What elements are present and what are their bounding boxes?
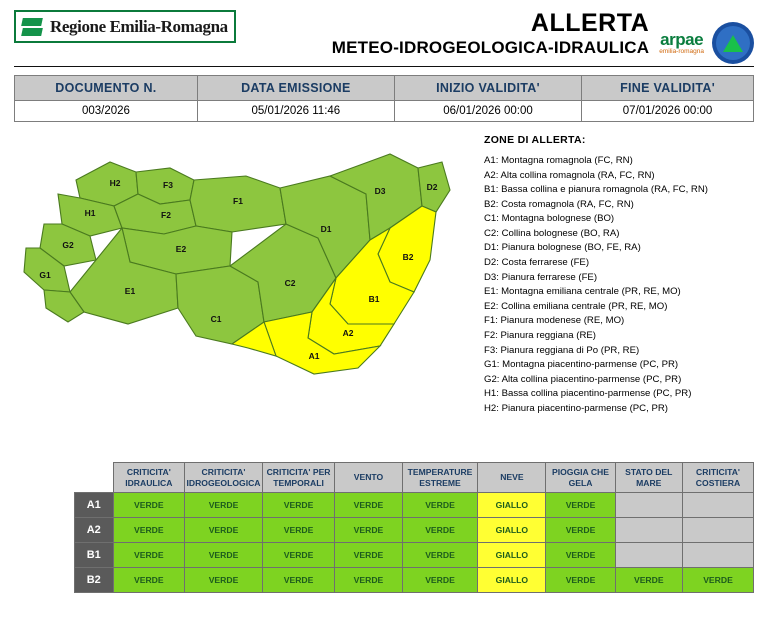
list-item: B2: Costa romagnola (RA, FC, RN): [484, 198, 634, 210]
col-criticita-idraulica: CRITICITA' IDRAULICA: [113, 463, 185, 493]
triangle-icon: [723, 35, 743, 52]
list-item: C1: Montagna bolognese (BO): [484, 213, 615, 225]
list-item: A2: Alta collina romagnola (RA, FC, RN): [484, 169, 655, 181]
col-documento: DOCUMENTO N.: [15, 76, 198, 101]
cell-A2-costiera: [683, 518, 754, 543]
map-label-D3: D3: [374, 186, 386, 196]
cell-A2-neve: GIALLO: [478, 518, 546, 543]
list-item: G2: Alta collina piacentino-parmense (PC, PR): [484, 373, 682, 385]
table-row: [75, 543, 754, 568]
cell-B1-vento: VERDE: [335, 543, 402, 568]
arpae-logo-subtext: emilia-romagna: [659, 47, 704, 55]
table-header-row: [15, 76, 754, 101]
cell-B2-neve: GIALLO: [478, 568, 546, 593]
document-title-block: [236, 10, 659, 58]
table-row: [75, 493, 754, 518]
map-label-C1: C1: [210, 314, 222, 324]
cell-A1-mare: [615, 493, 682, 518]
map-label-B2: B2: [402, 252, 414, 262]
list-item: D1: Pianura bolognese (BO, FE, RA): [484, 242, 641, 254]
col-criticita-costiera: CRITICITA' COSTIERA: [683, 463, 754, 493]
cell-B1-idraulica: VERDE: [113, 543, 185, 568]
cell-A2-mare: [615, 518, 682, 543]
map-label-H1: H1: [84, 208, 96, 218]
agency-logos: [659, 10, 754, 64]
list-item: D2: Costa ferrarese (FE): [484, 257, 590, 269]
page-header: [0, 0, 768, 62]
cell-A1-idraulica: VERDE: [113, 493, 185, 518]
list-item: F3: Pianura reggiana di Po (PR, RE): [484, 344, 640, 356]
col-fine-validita: FINE VALIDITA': [582, 76, 754, 101]
list-item: H2: Pianura piacentino-parmense (PC, PR): [484, 402, 668, 414]
value-documento: 003/2026: [15, 101, 198, 122]
cell-B1-costiera: [683, 543, 754, 568]
cell-B2-idraulica: VERDE: [113, 568, 185, 593]
map-and-legend-section: [0, 122, 768, 412]
map-label-H2: H2: [109, 178, 121, 188]
cell-A1-neve: GIALLO: [478, 493, 546, 518]
col-criticita-temporali: CRITICITA' PER TEMPORALI: [262, 463, 334, 493]
value-inizio-validita: 06/01/2026 00:00: [394, 101, 581, 122]
value-fine-validita: 07/01/2026 00:00: [582, 101, 754, 122]
map-label-A1: A1: [308, 351, 320, 361]
cell-A2-idrogeologica: VERDE: [185, 518, 263, 543]
document-info-table: [14, 75, 754, 122]
cell-A2-pioggia-gela: VERDE: [546, 518, 615, 543]
col-neve: NEVE: [478, 463, 546, 493]
table-row: [15, 101, 754, 122]
list-item: A1: Montagna romagnola (FC, RN): [484, 155, 633, 166]
cell-A1-idrogeologica: VERDE: [185, 493, 263, 518]
civil-protection-logo: [712, 22, 754, 64]
map-label-F1: F1: [233, 196, 243, 206]
col-temperature-estreme: TEMPERATURE ESTREME: [402, 463, 478, 493]
row-zone-A2: A2: [75, 518, 114, 543]
zone-column-header: [75, 463, 114, 493]
col-inizio-validita: INIZIO VALIDITA': [394, 76, 581, 101]
list-item: B1: Bassa collina e pianura romagnola (RA, FC, RN): [484, 184, 708, 196]
cell-B2-vento: VERDE: [335, 568, 402, 593]
map-label-F3: F3: [163, 180, 173, 190]
list-item: F2: Pianura reggiana (RE): [484, 329, 596, 341]
cell-A1-pioggia-gela: VERDE: [546, 493, 615, 518]
col-stato-del-mare: STATO DEL MARE: [615, 463, 682, 493]
map-label-F2: F2: [161, 210, 171, 220]
cell-B1-temperature: VERDE: [402, 543, 478, 568]
map-label-B1: B1: [368, 294, 380, 304]
list-item: E1: Montagna emiliana centrale (PR, RE, MO): [484, 286, 681, 298]
region-logo-text: Regione Emilia-Romagna: [50, 17, 228, 36]
cell-B2-idrogeologica: VERDE: [185, 568, 263, 593]
list-item: H1: Bassa collina piacentino-parmense (PC, PR): [484, 388, 692, 400]
row-zone-A1: A1: [75, 493, 114, 518]
map-svg: [18, 132, 478, 412]
map-label-E1: E1: [124, 286, 136, 296]
cell-A2-temperature: VERDE: [402, 518, 478, 543]
map-label-C2: C2: [284, 278, 296, 288]
cell-B1-neve: GIALLO: [478, 543, 546, 568]
cell-B1-pioggia-gela: VERDE: [546, 543, 615, 568]
col-pioggia-che-gela: PIOGGIA CHE GELA: [546, 463, 615, 493]
table-row: [75, 568, 754, 593]
cell-A2-vento: VERDE: [335, 518, 402, 543]
map-label-A2: A2: [342, 328, 354, 338]
map-label-D2: D2: [426, 182, 438, 192]
map-label-G2: G2: [62, 240, 74, 250]
value-data-emissione: 05/01/2026 11:46: [197, 101, 394, 122]
cell-A1-costiera: [683, 493, 754, 518]
row-zone-B2: B2: [75, 568, 114, 593]
cell-A1-temporali: VERDE: [262, 493, 334, 518]
region-flag-icon: [22, 16, 44, 38]
cell-A2-temporali: VERDE: [262, 518, 334, 543]
list-item: C2: Collina bolognese (BO, RA): [484, 227, 620, 239]
cell-B2-temporali: VERDE: [262, 568, 334, 593]
alert-zones-map: [18, 132, 478, 412]
col-data-emissione: DATA EMISSIONE: [197, 76, 394, 101]
cell-A2-idraulica: VERDE: [113, 518, 185, 543]
arpae-logo: [659, 31, 704, 56]
arpae-logo-text: arpae: [660, 29, 704, 49]
list-item: E2: Collina emiliana centrale (PR, RE, MO): [484, 300, 668, 312]
table-row: [75, 518, 754, 543]
col-vento: VENTO: [335, 463, 402, 493]
row-zone-B1: B1: [75, 543, 114, 568]
civil-protection-inner: [716, 26, 750, 60]
cell-B2-temperature: VERDE: [402, 568, 478, 593]
zones-legend-title: ZONE DI ALLERTA:: [484, 134, 586, 146]
list-item: D3: Pianura ferrarese (FE): [484, 271, 598, 283]
cell-B1-temporali: VERDE: [262, 543, 334, 568]
col-criticita-idrogeologica: CRITICITA' IDROGEOLOGICA: [185, 463, 263, 493]
cell-A1-temperature: VERDE: [402, 493, 478, 518]
map-label-E2: E2: [175, 244, 187, 254]
cell-B1-idrogeologica: VERDE: [185, 543, 263, 568]
zones-legend-list: [484, 154, 764, 416]
page-title: ALLERTA: [530, 9, 650, 37]
map-label-G1: G1: [39, 270, 51, 280]
cell-B2-costiera: VERDE: [683, 568, 754, 593]
table-header-row: [75, 463, 754, 493]
region-logo: [14, 10, 236, 43]
list-item: F1: Pianura modenese (RE, MO): [484, 315, 625, 327]
zones-legend: [484, 134, 764, 416]
cell-B2-mare: VERDE: [615, 568, 682, 593]
cell-A1-vento: VERDE: [335, 493, 402, 518]
header-divider: [14, 66, 754, 67]
cell-B1-mare: [615, 543, 682, 568]
map-label-D1: D1: [320, 224, 332, 234]
page-subtitle: METEO-IDROGEOLOGICA-IDRAULICA: [331, 38, 650, 58]
cell-B2-pioggia-gela: VERDE: [546, 568, 615, 593]
alert-criticality-table: [74, 462, 754, 593]
list-item: G1: Montagna piacentino-parmense (PC, PR): [484, 359, 679, 371]
